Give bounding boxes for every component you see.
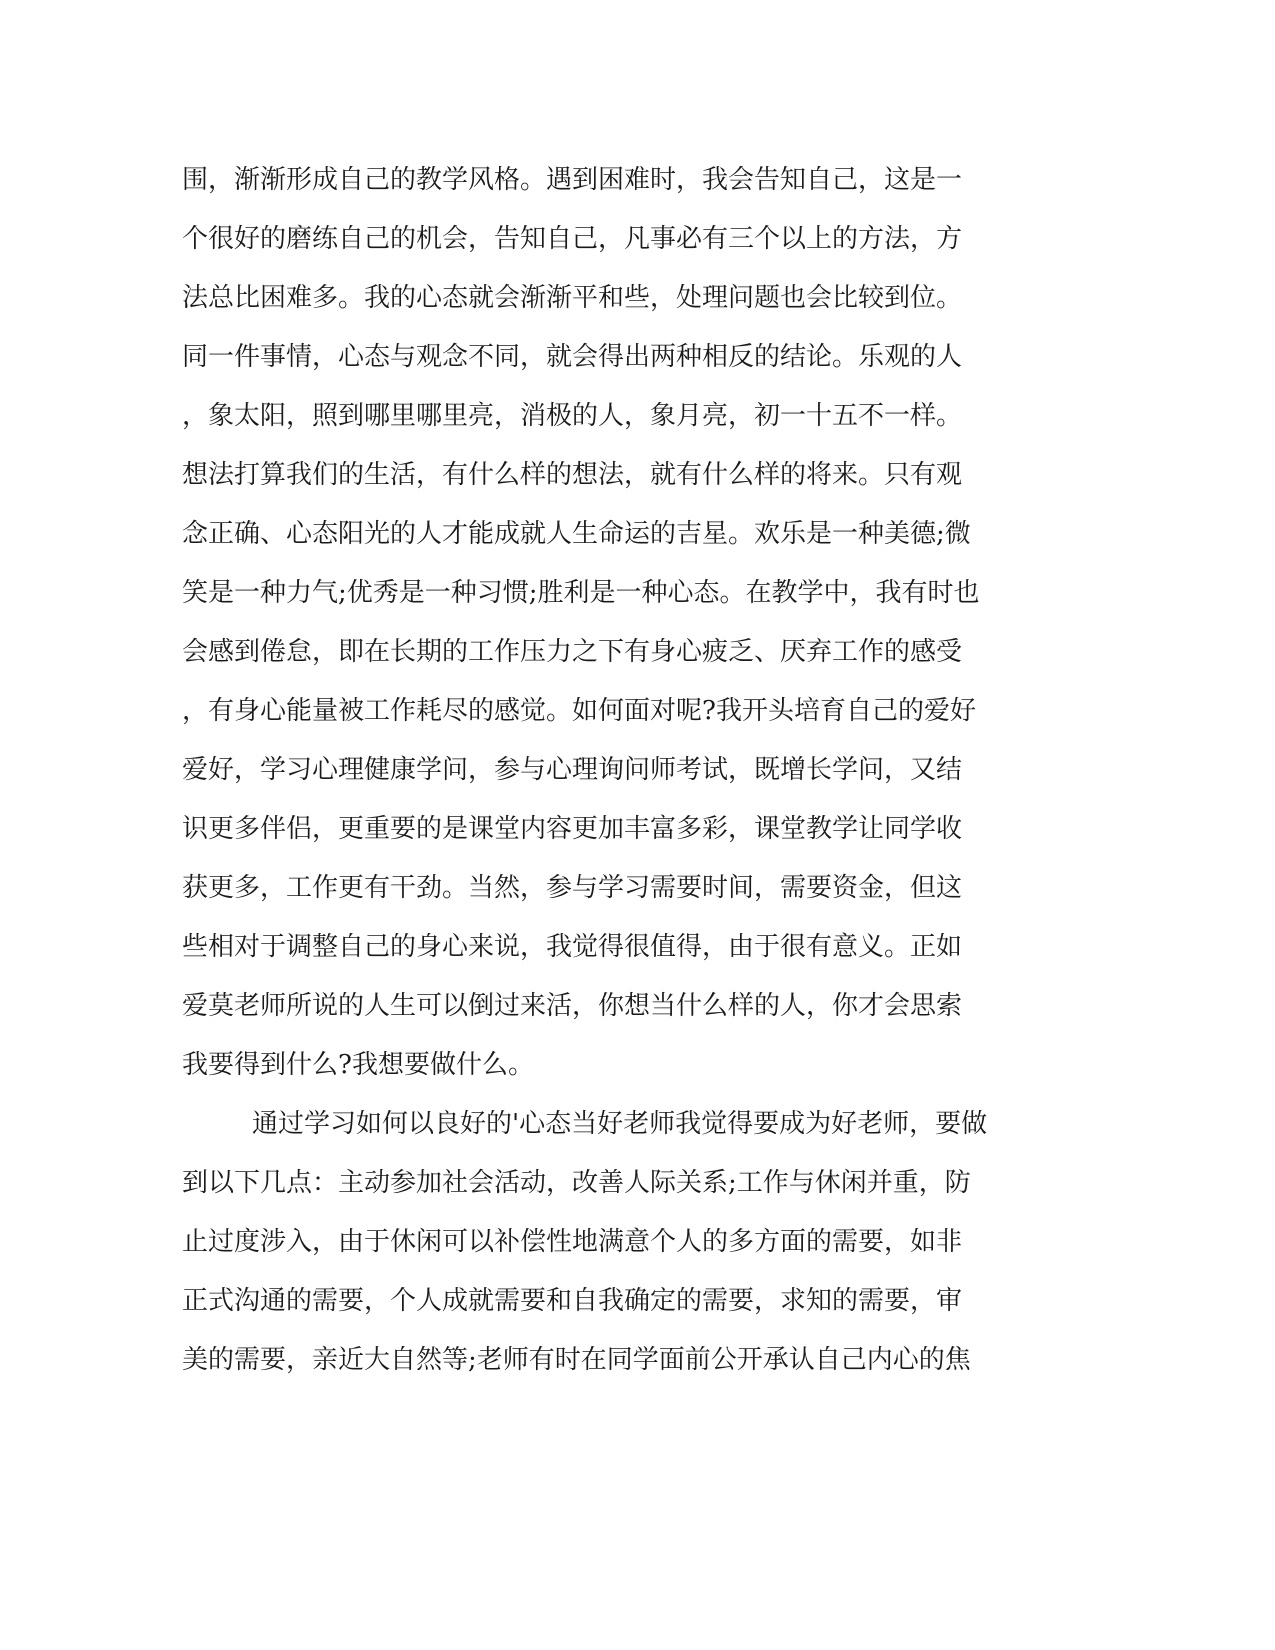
text-line: 止过度涉入，由于休闲可以补偿性地满意个人的多方面的需要，如非 xyxy=(182,1227,963,1257)
text-line: 到以下几点：主动参加社会活动，改善人际关系;工作与休闲并重，防 xyxy=(182,1168,971,1198)
text-line: 美的需要，亲近大自然等;老师有时在同学面前公开承认自己内心的焦 xyxy=(182,1345,971,1375)
text-line: 爱好，学习心理健康学问，参与心理询问师考试，既增长学问，又结 xyxy=(182,755,963,785)
text-line: 笑是一种力气;优秀是一种习惯;胜利是一种心态。在教学中，我有时也 xyxy=(182,578,980,608)
text-line: 爱莫老师所说的人生可以倒过来活，你想当什么样的人，你才会思索 xyxy=(182,991,963,1021)
text-line: 同一件事情，心态与观念不同，就会得出两种相反的结论。乐观的人 xyxy=(182,342,963,372)
text-line: 正式沟通的需要，个人成就需要和自我确定的需要，求知的需要，审 xyxy=(182,1286,963,1316)
text-line: 会感到倦怠，即在长期的工作压力之下有身心疲乏、厌弃工作的感受 xyxy=(182,637,963,667)
text-line: 念正确、心态阳光的人才能成就人生命运的吉星。欢乐是一种美德;微 xyxy=(182,519,971,549)
text-line: ，象太阳，照到哪里哪里亮，消极的人，象月亮，初一十五不一样。 xyxy=(182,401,963,431)
text-line: ，有身心能量被工作耗尽的感觉。如何面对呢?我开头培育自己的爱好 xyxy=(182,696,976,726)
text-line: 些相对于调整自己的身心来说，我觉得很值得，由于很有意义。正如 xyxy=(182,932,963,962)
text-line: 获更多，工作更有干劲。当然，参与学习需要时间，需要资金，但这 xyxy=(182,873,963,903)
text-line: 识更多伴侣，更重要的是课堂内容更加丰富多彩，课堂教学让同学收 xyxy=(182,814,963,844)
paragraph-first-line: 通过学习如何以良好的'心态当好老师我觉得要成为好老师，要做 xyxy=(252,1109,988,1139)
text-line: 围，渐渐形成自己的教学风格。遇到困难时，我会告知自己，这是一 xyxy=(182,165,963,195)
text-line: 我要得到什么?我想要做什么。 xyxy=(182,1050,534,1080)
text-line: 法总比困难多。我的心态就会渐渐平和些，处理问题也会比较到位。 xyxy=(182,283,963,313)
text-line: 想法打算我们的生活，有什么样的想法，就有什么样的将来。只有观 xyxy=(182,460,963,490)
text-line: 个很好的磨练自己的机会，告知自己，凡事必有三个以上的方法，方 xyxy=(182,224,963,254)
